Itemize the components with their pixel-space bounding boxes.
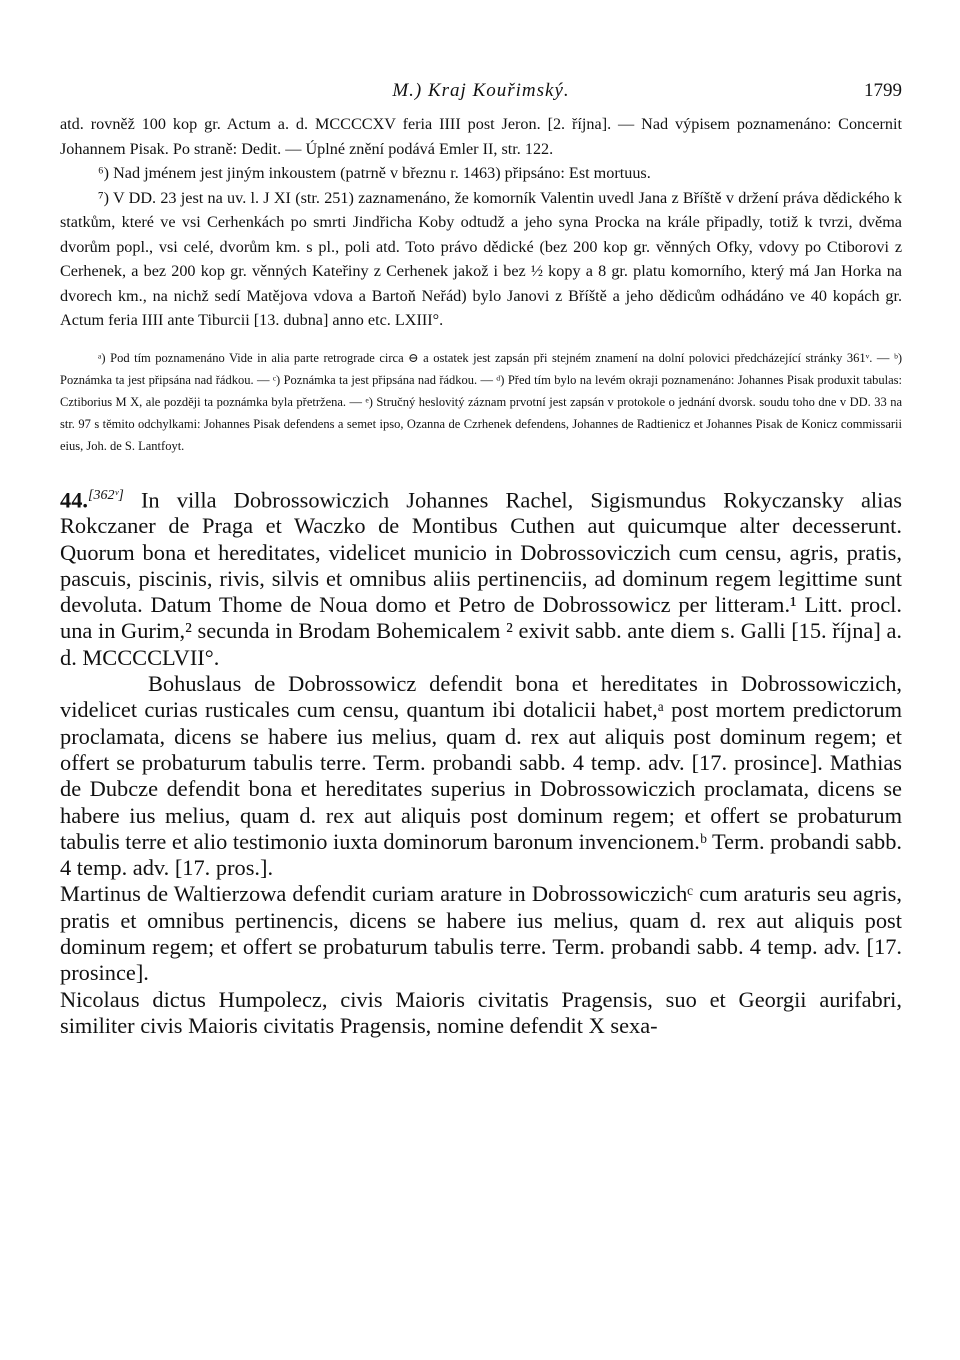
entry-paragraph-2: Bohuslaus de Dobrossowicz defendit bona et hereditates in Dobrossowiczich, videlicet curias rusticales cum censu, quantum ibi dotalicii habet,ᵃ post mortem predictorum proclamata, dicens se habere ius melius, quam d. rex aut aliquis post dominum regem; et offert se probaturum tabulis terre. Term. probandi sabb. 4 temp. adv. [17. prosince]. Mathias de Dubcze defendit bona et hereditates superius in Dobrossowiczich proclamata, dicens se habere ius melius, quam d. rex aut aliquis post dominum regem; et offert se probaturum tabulis terre et alio testimonio iuxta dominorum baronum invencionem.ᵇ Term. probandi sabb. 4 temp. adv. [17. pros.]. <box>60 671 902 881</box>
entry-paragraph-3: Martinus de Waltierzowa defendit curiam arature in Dobrossowiczichᶜ cum araturis seu agris, pratis et omnibus pertinencis, dicens se habere ius melius, quam d. rex aut aliquis post dominum regem; et offert se probaturum tabulis terre. Term. probandi sabb. 4 temp. adv. [17. prosince]. <box>60 881 902 986</box>
footnote-7: ⁷) V DD. 23 jest na uv. l. J XI (str. 251) zaznamenáno, že komorník Valentin uvedl Jana z Bříště v držení práva dědického k statkům, které ve vsi Cerhenkách po smrti Jindřicha Koby odtudž a jeho syna Procka na krále připadly, totiž k tvrzi, dvěma dvorům popl., vsi celé, dvorům km. s pl., poli atd. Toto právo dědické (bez 200 kop gr. věnných Ofky, vdovy po Ctiborovi z Cerhenek, a bez 200 kop gr. věnných Kateřiny z Cerhenek jakož i bez ½ kopy a 8 gr. platu komorního, který má Jan Horka na dvorech km., na nichž sedí Matějova vdova a Bartoň Neřád) bylo Janovi z Bříště a jeho dědicům odhádáno ve 40 kopách gr. Actum feria IIII ante Tiburcii [13. dubna] anno etc. LXIII°. <box>60 188 902 329</box>
page-header <box>60 80 902 112</box>
entry-number: 44. <box>60 486 88 512</box>
footnote-6: ⁶) Nad jménem jest jiným inkoustem (patrně v březnu r. 1463) připsáno: Est mortuus. <box>98 164 651 182</box>
entry-paragraph-1 <box>60 483 902 672</box>
document-page <box>60 80 902 1039</box>
entry-text-1: In villa Dobrossowiczich Johannes Rachel, Sigismundus Rokyczansky alias Rokczaner de Praga et Waczko de Montibus Cuthen aut quicumque alter decesserunt. Quorum bona et hereditates, videlicet municio in Dobrossoviczich cum censu, agris, pratis, pascuis, piscinis, rivis, silvis et omnibus aliis pertinenciis, ad dominum regem legittime sunt devoluta. Datum Thome de Noua domo et Petro de Dobrossowicz per litteram.¹ Litt. procl. una in Gurim,² secunda in Brodam Bohemicalem ² exivit sabb. ante diem s. Galli [15. října] a. d. MCCCCLVII°. <box>60 486 902 670</box>
page-number: 1799 <box>864 80 902 101</box>
entry-paragraph-4: Nicolaus dictus Humpolecz, civis Maioris civitatis Pragensis, suo et Georgii aurifabri, similiter civis Maioris civitatis Pragensis, nomine defendit X sexa- <box>60 986 902 1038</box>
running-title: M.) Kraj Kouřimský. <box>392 80 570 101</box>
folio-reference: [362ᵛ] <box>88 487 124 503</box>
footnote-continuation: atd. rovněž 100 kop gr. Actum a. d. MCCCCXV feria IIII post Jeron. [2. října]. — Nad výpisem poznamenáno: Concernit Johannem Pisak. Po straně: Dedit. — Úplné znění podává Emler II, str. 122. <box>60 115 902 158</box>
critical-apparatus: ᵃ) Pod tím poznamenáno Vide in alia parte retrograde circa ⊖ a ostatek jest zapsán při stejném znamení na dolní polovici předcházející stránky 361ᵛ. — ᵇ) Poznámka ta jest připsána nad řádkou. — ᶜ) Poznámka ta jest připsána nad řádkou. — ᵈ) Před tím bylo na levém okraji poznamenáno: Johannes Pisak produxit tabulas: Cztiborius M X, ale později ta poznámka byla přetržena. — ᵉ) Stručný heslovitý záznam prvotní jest zapsán v protokole o jednání dvorsk. soudu toho dne v DD. 33 na str. 97 s těmito odchylkami: Johannes Pisak defendens a semet ipso, Ozanna de Czrhenek defendens, Johannes de Radtienicz et Johannes Pisak de Konicz commissarii eius, Joh. de S. Lantfoyt. <box>60 350 902 453</box>
